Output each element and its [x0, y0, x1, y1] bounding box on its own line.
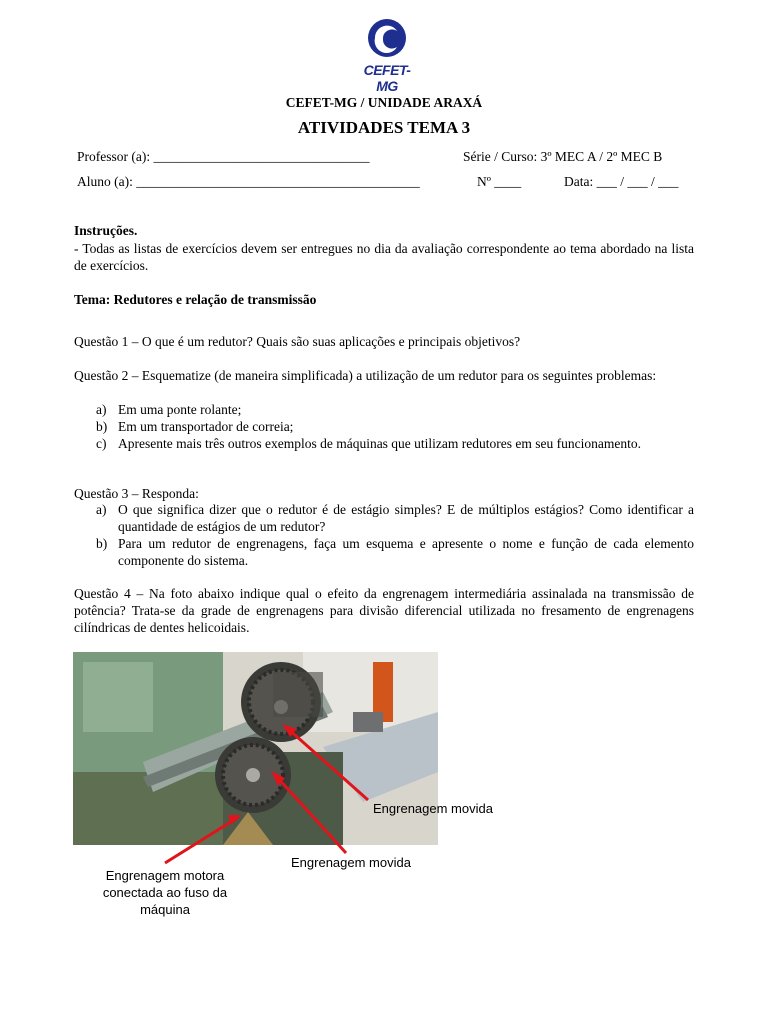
list-item: a) O que significa dizer que o redutor é de estágio simples? E de múltiplos estágios? Como identificar a quantidade de estágios de um redutor? [96, 502, 694, 534]
instructions-heading: Instruções. [74, 223, 138, 238]
list-item: c) Apresente mais três outros exemplos de máquinas que utilizam redutores em seu funcionamento. [96, 436, 641, 451]
list-item: b) Em um transportador de correia; [96, 419, 294, 434]
aluno-field: Aluno (a): __________________________________________ [77, 174, 420, 189]
institution-name: CEFET-MG / UNIDADE ARAXÁ [285, 95, 483, 110]
question-4: Questão 4 – Na foto abaixo indique qual o efeito da engrenagem intermediária assinalada na transmissão de potência? Trata-se da grade de engrenagens para divisão diferencial utilizada no fresamento de engrenagens cilíndricas de dentes helicoidais. [74, 586, 694, 635]
question-3-intro: Questão 3 – Responda: [74, 486, 199, 501]
label-driven-gear-1: Engrenagem movida [373, 801, 493, 816]
professor-field: Professor (a): ________________________________ [77, 149, 370, 164]
serie-curso: Série / Curso: 3º MEC A / 2º MEC B [463, 149, 663, 164]
question-1: Questão 1 – O que é um redutor? Quais são suas aplicações e principais objetivos? [74, 334, 521, 349]
numero-field: Nº ____ [477, 174, 522, 189]
page-title: ATIVIDADES TEMA 3 [297, 118, 471, 137]
data-field: Data: ___ / ___ / ___ [564, 174, 679, 189]
label-driving-gear: Engrenagem motora conectada ao fuso da máquina [102, 868, 228, 917]
label-driven-gear-2: Engrenagem movida [291, 855, 411, 870]
instructions-text: - Todas as listas de exercícios devem ser entregues no dia da avaliação correspondente ao tema abordado na lista de exercícios. [74, 241, 694, 273]
logo-text: CEFET-MG [363, 62, 411, 94]
list-item: b) Para um redutor de engrenagens, faça um esquema e apresente o nome e função de cada elemento componente do sistema. [96, 536, 694, 568]
tema-heading: Tema: Redutores e relação de transmissão [74, 292, 317, 307]
list-item: a) Em uma ponte rolante; [96, 402, 242, 417]
question-2-intro: Questão 2 – Esquematize (de maneira simplificada) a utilização de um redutor para os seguintes problemas: [74, 368, 657, 383]
